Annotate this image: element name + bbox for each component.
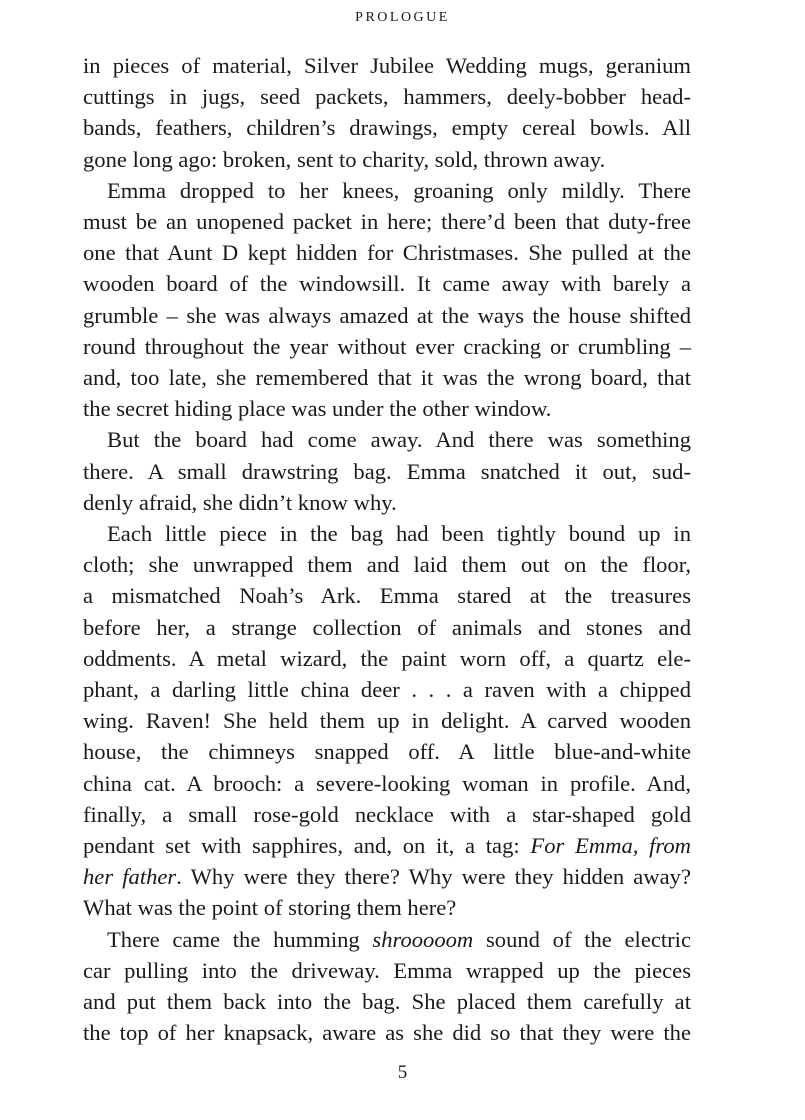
- text-line: [83, 861, 691, 892]
- text-line: there. A small drawstring bag. Emma snatched it out, sud-: [83, 458, 691, 484]
- italic-tag-text: her father: [83, 864, 177, 890]
- text-line: Emma dropped to her knees, groaning only mildly. There: [107, 177, 691, 203]
- text-line: and, too late, she remembered that it was the wrong board, that: [83, 365, 691, 391]
- text-line: must be an unopened packet in here; there’d been that duty-free: [83, 209, 691, 235]
- text-line: oddments. A metal wizard, the paint worn off, a quartz ele-: [83, 645, 691, 671]
- text-line: cloth; she unwrapped them and laid them out on the floor,: [83, 552, 691, 578]
- italic-tag-text: For Emma, from: [530, 833, 691, 859]
- text-line: grumble – she was always amazed at the ways the house shifted: [83, 302, 691, 328]
- text-line: What was the point of storing them here?: [83, 895, 457, 921]
- paragraph-5: [83, 924, 691, 1049]
- text-line: phant, a darling little china deer . . . a raven with a chipped: [83, 677, 691, 703]
- text-line: house, the chimneys snapped off. A little blue-and-white: [83, 739, 691, 765]
- text-line: the secret hiding place was under the other window.: [83, 396, 552, 422]
- paragraph-1: [83, 50, 691, 175]
- text-line: [83, 924, 691, 955]
- text-line: and put them back into the bag. She placed them carefully at: [83, 989, 691, 1015]
- text-line: china cat. A brooch: a severe-looking woman in profile. And,: [83, 770, 691, 796]
- text-run: There came the humming: [107, 926, 373, 952]
- text-run: . Why were they there? Why were they hidden away?: [176, 864, 691, 890]
- text-line: denly afraid, she didn’t know why.: [83, 489, 397, 515]
- paragraph-4: [83, 518, 691, 924]
- text-line: car pulling into the driveway. Emma wrapped up the pieces: [83, 957, 691, 983]
- text-line: before her, a strange collection of animals and stones and: [83, 614, 691, 640]
- text-run: sound of the electric: [473, 926, 691, 952]
- text-line: gone long ago: broken, sent to charity, sold, thrown away.: [83, 146, 606, 172]
- text-line: in pieces of material, Silver Jubilee Wedding mugs, geranium: [83, 53, 691, 78]
- italic-sound-word: shrooooom: [372, 926, 474, 952]
- text-line: one that Aunt D kept hidden for Christmases. She pulled at the: [83, 240, 691, 266]
- paragraph-2: [83, 175, 691, 425]
- text-line: But the board had come away. And there was something: [107, 427, 691, 453]
- text-line: bands, feathers, children’s drawings, empty cereal bowls. All: [83, 115, 691, 141]
- text-line: wooden board of the windowsill. It came away with barely a: [83, 271, 691, 297]
- text-line: a mismatched Noah’s Ark. Emma stared at the treasures: [83, 583, 691, 609]
- text-line: [83, 830, 691, 861]
- text-line: finally, a small rose-gold necklace with a star-shaped gold: [83, 801, 691, 827]
- text-line: the top of her knapsack, aware as she did so that they were the: [83, 1020, 691, 1046]
- text-run: pendant set with sapphires, and, on it, a tag:: [83, 833, 531, 859]
- text-line: cuttings in jugs, seed packets, hammers, deely-bobber head-: [83, 84, 691, 110]
- text-line: wing. Raven! She held them up in delight. A carved wooden: [83, 708, 691, 734]
- text-line: Each little piece in the bag had been tightly bound up in: [107, 521, 691, 547]
- paragraph-3: [83, 424, 691, 518]
- body-text: [83, 50, 691, 1049]
- text-line: round throughout the year without ever cracking or crumbling –: [83, 333, 691, 359]
- page-number: 5: [397, 1062, 408, 1083]
- running-head: PROLOGUE: [355, 10, 450, 25]
